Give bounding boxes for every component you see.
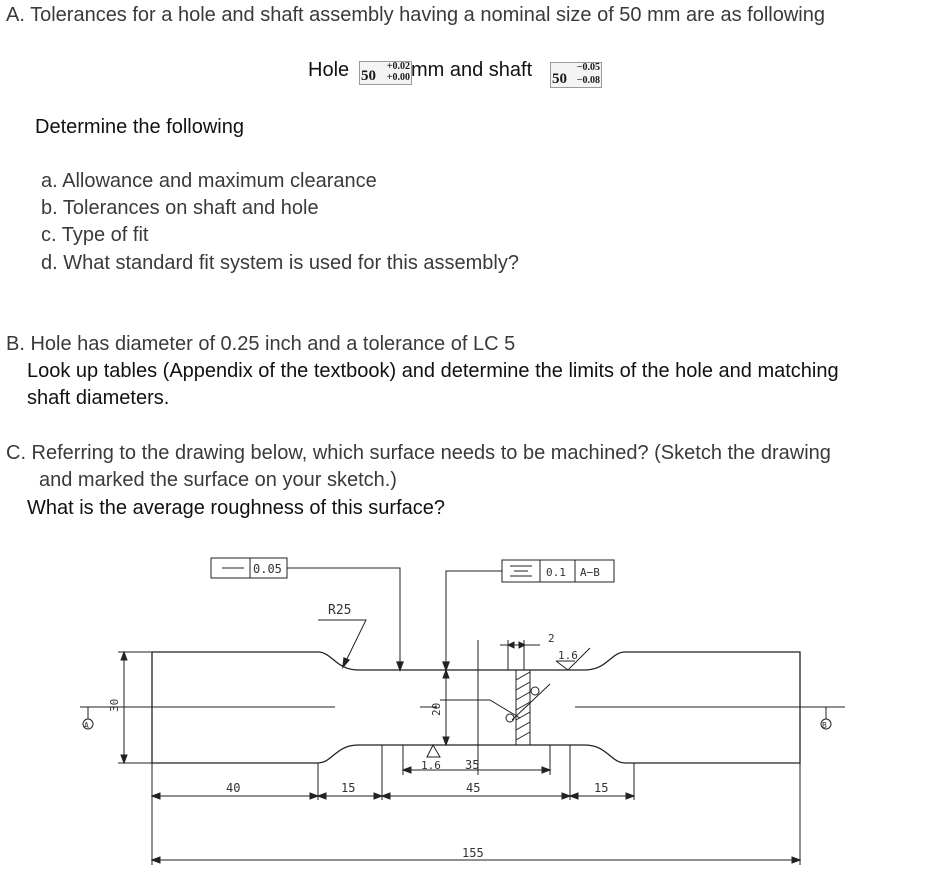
section-a-heading: A. Tolerances for a hole and shaft assembly having a nominal size of 50 mm are as following	[6, 4, 825, 26]
center-line	[80, 700, 845, 718]
determine-heading: Determine the following	[35, 116, 244, 138]
flatness-leader	[287, 568, 400, 670]
symmetry-value: 0.1	[546, 566, 566, 579]
list-item: a. Allowance and maximum clearance	[41, 170, 377, 192]
flatness-value: 0.05	[253, 562, 282, 576]
shaft-tolerance-box	[550, 62, 602, 88]
section-c-heading-cont: and marked the surface on your sketch.)	[39, 469, 397, 491]
list-item: c. Type of fit	[41, 224, 149, 246]
shaft-upper-deviation: −0.05	[576, 62, 600, 73]
datum-a-label: A	[84, 721, 89, 730]
roughness-top-value: 1.6	[558, 649, 578, 662]
dim-35-label: 35	[465, 758, 480, 772]
engineering-drawing	[0, 529, 940, 869]
section-b-heading: B. Hole has diameter of 0.25 inch and a tolerance of LC 5	[6, 333, 516, 355]
middle-text: mm and shaft	[411, 59, 533, 81]
dim-20-label: 20	[430, 702, 443, 716]
section-b-line1: Look up tables (Appendix of the textbook) and determine the limits of the hole and matching	[27, 360, 839, 382]
dim-40-label: 40	[226, 781, 241, 795]
symmetry-leader	[446, 571, 502, 670]
roughness-top-small: 2	[548, 632, 555, 645]
list-item: b. Tolerances on shaft and hole	[41, 197, 319, 219]
section-c-heading: C. Referring to the drawing below, which surface needs to be machined? (Sketch the drawing	[6, 442, 831, 464]
dim-155-label: 155	[462, 846, 484, 860]
hole-tolerance-box	[359, 61, 412, 85]
hole-nominal: 50	[361, 68, 376, 84]
dim-15-left-label: 15	[341, 781, 356, 795]
radius-label: R25	[328, 603, 352, 618]
dim-15-right-label: 15	[594, 781, 609, 795]
dim-30-label: 30	[108, 698, 121, 712]
section-c-question: What is the average roughness of this surface?	[27, 497, 446, 519]
hole-upper-deviation: +0.02	[386, 61, 410, 72]
roughness-symbol-bottom	[427, 745, 440, 757]
hole-lower-deviation: +0.00	[386, 72, 410, 83]
section-b-line2: shaft diameters.	[27, 387, 170, 409]
radius-leader	[318, 620, 366, 667]
datum-b-label: B	[822, 721, 827, 730]
list-item: d. What standard fit system is used for this assembly?	[41, 252, 519, 274]
hole-label: Hole	[308, 59, 350, 81]
dim-20-lines	[443, 670, 449, 745]
dim-45-label: 45	[466, 781, 481, 795]
shaft-nominal: 50	[552, 71, 567, 87]
roughness-bottom-value: 1.6	[421, 759, 441, 772]
symmetry-datum: A−B	[580, 566, 600, 579]
shaft-lower-deviation: −0.08	[576, 75, 600, 86]
